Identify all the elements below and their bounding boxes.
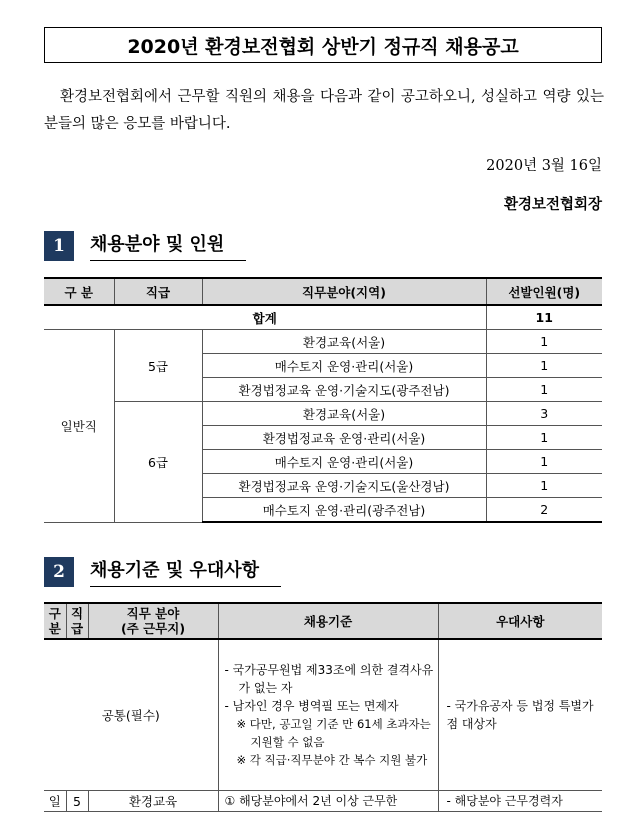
header-count: 선발인원(명) xyxy=(486,278,602,305)
header-grade: 직급 xyxy=(114,278,202,305)
field-cell: 환경법정교육 운영·기술지도(광주전남) xyxy=(202,378,486,402)
row-field: 환경교육 xyxy=(88,791,218,812)
count-cell: 3 xyxy=(486,402,602,426)
header-grade: 직급 xyxy=(66,603,88,639)
count-cell: 1 xyxy=(486,474,602,498)
section-1-title: 채용분야 및 인원 xyxy=(90,230,246,261)
table-row xyxy=(44,402,602,426)
count-cell: 1 xyxy=(486,378,602,402)
header-preference: 우대사항 xyxy=(438,603,602,639)
count-cell: 1 xyxy=(486,354,602,378)
header-field: 직무 분야 (주 근무지) xyxy=(88,603,218,639)
section-2-number: 2 xyxy=(44,557,74,587)
count-cell: 1 xyxy=(486,330,602,354)
section-1-number: 1 xyxy=(44,231,74,261)
section-2-header xyxy=(44,556,281,587)
field-cell: 환경교육(서울) xyxy=(202,402,486,426)
table-row xyxy=(44,330,602,354)
intro-paragraph: 환경보전협회에서 근무할 직원의 채용을 다음과 같이 공고하오니, 성실하고 역량 있는 분들의 많은 응모를 바랍니다. xyxy=(44,89,604,132)
header-category: 구 분 xyxy=(44,278,114,305)
field-cell: 매수토지 운영·관리(서울) xyxy=(202,354,486,378)
field-cell: 환경교육(서울) xyxy=(202,330,486,354)
count-cell: 1 xyxy=(486,450,602,474)
header-field: 직무분야(지역) xyxy=(202,278,486,305)
recruitment-table xyxy=(44,277,602,523)
sum-value: 11 xyxy=(486,305,602,330)
count-cell: 2 xyxy=(486,498,602,523)
count-cell: 1 xyxy=(486,426,602,450)
table-header-row xyxy=(44,278,602,305)
header-category: 구분 xyxy=(44,603,66,639)
common-criteria: - 국가공무원법 제33조에 의한 결격사유가 없는 자 - 남자인 경우 병역필 또는 면제자 ※ 다만, 공고일 기준 만 61세 초과자는 지원할 수 없음 ※ 각 직급·직무분야 간 복수 지원 불가 xyxy=(218,639,438,791)
row-criteria: ① 해당분야에서 2년 이상 근무한 xyxy=(218,791,438,812)
table-header-row xyxy=(44,603,602,639)
page-title: 2020년 환경보전협회 상반기 정규직 채용공고 xyxy=(44,27,602,63)
field-cell: 환경법정교육 운영·기술지도(울산경남) xyxy=(202,474,486,498)
field-cell: 매수토지 운영·관리(광주전남) xyxy=(202,498,486,523)
row-category: 일 xyxy=(44,791,66,812)
signer: 환경보전협회장 xyxy=(503,196,602,213)
common-row xyxy=(44,639,602,791)
sum-label: 합계 xyxy=(44,305,486,330)
sum-row xyxy=(44,305,602,330)
common-label: 공통(필수) xyxy=(44,639,218,791)
field-cell: 환경법정교육 운영·관리(서울) xyxy=(202,426,486,450)
row-preference: - 해당분야 근무경력자 xyxy=(438,791,602,812)
common-preference: - 국가유공자 등 법정 특별가점 대상자 xyxy=(438,639,602,791)
field-cell: 매수토지 운영·관리(서울) xyxy=(202,450,486,474)
grade-5-cell: 5급 xyxy=(114,330,202,402)
table-row xyxy=(44,791,602,812)
header-criteria: 채용기준 xyxy=(218,603,438,639)
grade-6-cell: 6급 xyxy=(114,402,202,523)
section-1-header xyxy=(44,230,246,261)
category-cell: 일반직 xyxy=(44,330,114,523)
criteria-table xyxy=(44,602,602,812)
announcement-date: 2020년 3월 16일 xyxy=(486,158,602,174)
section-2-title: 채용기준 및 우대사항 xyxy=(90,556,281,587)
row-grade: 5 xyxy=(66,791,88,812)
